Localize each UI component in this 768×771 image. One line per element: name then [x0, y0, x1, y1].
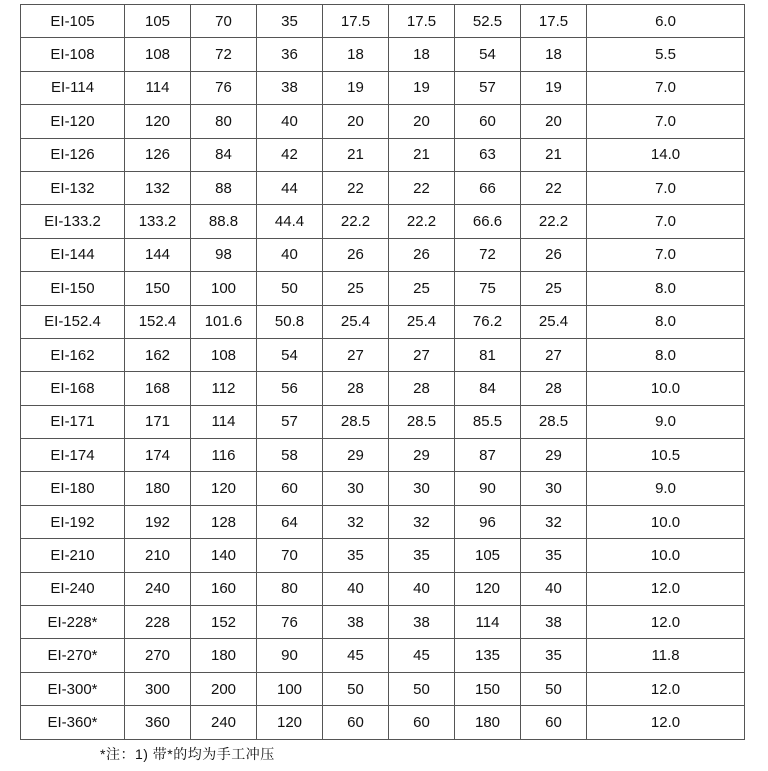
- value-cell: 26: [389, 238, 455, 271]
- value-cell: 132: [125, 171, 191, 204]
- value-cell: 30: [521, 472, 587, 505]
- table-row: [21, 405, 745, 438]
- model-cell: EI-270*: [21, 639, 125, 672]
- value-cell: 72: [191, 38, 257, 71]
- model-cell: EI-210: [21, 539, 125, 572]
- value-cell: 28.5: [389, 405, 455, 438]
- value-cell: 133.2: [125, 205, 191, 238]
- value-cell: 171: [125, 405, 191, 438]
- value-cell: 10.0: [587, 505, 745, 538]
- value-cell: 150: [455, 672, 521, 705]
- value-cell: 38: [257, 71, 323, 104]
- value-cell: 9.0: [587, 405, 745, 438]
- value-cell: 14.0: [587, 138, 745, 171]
- value-cell: 116: [191, 439, 257, 472]
- value-cell: 168: [125, 372, 191, 405]
- value-cell: 19: [521, 71, 587, 104]
- value-cell: 32: [389, 505, 455, 538]
- value-cell: 60: [323, 706, 389, 739]
- value-cell: 135: [455, 639, 521, 672]
- value-cell: 40: [521, 572, 587, 605]
- value-cell: 112: [191, 372, 257, 405]
- value-cell: 81: [455, 338, 521, 371]
- value-cell: 12.0: [587, 606, 745, 639]
- value-cell: 240: [191, 706, 257, 739]
- value-cell: 50.8: [257, 305, 323, 338]
- value-cell: 38: [389, 606, 455, 639]
- value-cell: 17.5: [323, 5, 389, 38]
- value-cell: 17.5: [389, 5, 455, 38]
- value-cell: 44.4: [257, 205, 323, 238]
- model-cell: EI-240: [21, 572, 125, 605]
- value-cell: 28: [389, 372, 455, 405]
- value-cell: 84: [191, 138, 257, 171]
- model-cell: EI-162: [21, 338, 125, 371]
- value-cell: 25: [323, 272, 389, 305]
- value-cell: 228: [125, 606, 191, 639]
- value-cell: 12.0: [587, 672, 745, 705]
- value-cell: 22.2: [521, 205, 587, 238]
- value-cell: 66.6: [455, 205, 521, 238]
- value-cell: 200: [191, 672, 257, 705]
- value-cell: 58: [257, 439, 323, 472]
- value-cell: 35: [521, 639, 587, 672]
- value-cell: 50: [521, 672, 587, 705]
- model-cell: EI-174: [21, 439, 125, 472]
- value-cell: 18: [323, 38, 389, 71]
- value-cell: 27: [521, 338, 587, 371]
- value-cell: 75: [455, 272, 521, 305]
- value-cell: 36: [257, 38, 323, 71]
- model-cell: EI-180: [21, 472, 125, 505]
- value-cell: 25.4: [389, 305, 455, 338]
- table-row: [21, 606, 745, 639]
- value-cell: 7.0: [587, 105, 745, 138]
- value-cell: 18: [389, 38, 455, 71]
- value-cell: 120: [191, 472, 257, 505]
- value-cell: 54: [455, 38, 521, 71]
- model-cell: EI-228*: [21, 606, 125, 639]
- table-row: [21, 672, 745, 705]
- value-cell: 28: [323, 372, 389, 405]
- value-cell: 8.0: [587, 305, 745, 338]
- value-cell: 240: [125, 572, 191, 605]
- value-cell: 60: [257, 472, 323, 505]
- value-cell: 21: [521, 138, 587, 171]
- value-cell: 128: [191, 505, 257, 538]
- value-cell: 76: [191, 71, 257, 104]
- value-cell: 60: [521, 706, 587, 739]
- value-cell: 40: [323, 572, 389, 605]
- value-cell: 90: [455, 472, 521, 505]
- value-cell: 144: [125, 238, 191, 271]
- value-cell: 21: [389, 138, 455, 171]
- value-cell: 126: [125, 138, 191, 171]
- value-cell: 29: [323, 439, 389, 472]
- value-cell: 70: [191, 5, 257, 38]
- table-row: [21, 71, 745, 104]
- value-cell: 150: [125, 272, 191, 305]
- value-cell: 140: [191, 539, 257, 572]
- model-cell: EI-360*: [21, 706, 125, 739]
- value-cell: 28.5: [323, 405, 389, 438]
- value-cell: 76.2: [455, 305, 521, 338]
- value-cell: 70: [257, 539, 323, 572]
- value-cell: 100: [191, 272, 257, 305]
- model-cell: EI-120: [21, 105, 125, 138]
- value-cell: 19: [323, 71, 389, 104]
- value-cell: 80: [191, 105, 257, 138]
- value-cell: 29: [521, 439, 587, 472]
- table-row: [21, 472, 745, 505]
- value-cell: 7.0: [587, 238, 745, 271]
- value-cell: 5.5: [587, 38, 745, 71]
- table-row: [21, 372, 745, 405]
- table-row: [21, 38, 745, 71]
- table-row: [21, 706, 745, 739]
- value-cell: 160: [191, 572, 257, 605]
- value-cell: 72: [455, 238, 521, 271]
- value-cell: 25.4: [323, 305, 389, 338]
- value-cell: 50: [389, 672, 455, 705]
- value-cell: 60: [455, 105, 521, 138]
- model-cell: EI-133.2: [21, 205, 125, 238]
- value-cell: 120: [257, 706, 323, 739]
- value-cell: 108: [125, 38, 191, 71]
- model-cell: EI-300*: [21, 672, 125, 705]
- value-cell: 10.5: [587, 439, 745, 472]
- value-cell: 52.5: [455, 5, 521, 38]
- value-cell: 80: [257, 572, 323, 605]
- value-cell: 50: [323, 672, 389, 705]
- value-cell: 210: [125, 539, 191, 572]
- value-cell: 7.0: [587, 205, 745, 238]
- value-cell: 18: [521, 38, 587, 71]
- table-row: [21, 439, 745, 472]
- value-cell: 96: [455, 505, 521, 538]
- value-cell: 19: [389, 71, 455, 104]
- value-cell: 152: [191, 606, 257, 639]
- table-row: [21, 205, 745, 238]
- model-cell: EI-105: [21, 5, 125, 38]
- value-cell: 29: [389, 439, 455, 472]
- value-cell: 105: [455, 539, 521, 572]
- value-cell: 38: [323, 606, 389, 639]
- value-cell: 30: [323, 472, 389, 505]
- table-row: [21, 5, 745, 38]
- value-cell: 9.0: [587, 472, 745, 505]
- value-cell: 27: [323, 338, 389, 371]
- value-cell: 120: [125, 105, 191, 138]
- value-cell: 108: [191, 338, 257, 371]
- value-cell: 270: [125, 639, 191, 672]
- table-row: [21, 305, 745, 338]
- table-body: [21, 5, 745, 740]
- value-cell: 40: [257, 238, 323, 271]
- value-cell: 76: [257, 606, 323, 639]
- value-cell: 66: [455, 171, 521, 204]
- model-cell: EI-171: [21, 405, 125, 438]
- model-cell: EI-150: [21, 272, 125, 305]
- value-cell: 32: [323, 505, 389, 538]
- value-cell: 22: [323, 171, 389, 204]
- value-cell: 174: [125, 439, 191, 472]
- value-cell: 45: [323, 639, 389, 672]
- value-cell: 114: [455, 606, 521, 639]
- value-cell: 120: [455, 572, 521, 605]
- value-cell: 22.2: [323, 205, 389, 238]
- value-cell: 45: [389, 639, 455, 672]
- value-cell: 22.2: [389, 205, 455, 238]
- value-cell: 25: [389, 272, 455, 305]
- value-cell: 20: [323, 105, 389, 138]
- value-cell: 88: [191, 171, 257, 204]
- value-cell: 20: [521, 105, 587, 138]
- value-cell: 35: [389, 539, 455, 572]
- value-cell: 6.0: [587, 5, 745, 38]
- value-cell: 114: [125, 71, 191, 104]
- value-cell: 180: [455, 706, 521, 739]
- value-cell: 64: [257, 505, 323, 538]
- value-cell: 20: [389, 105, 455, 138]
- value-cell: 42: [257, 138, 323, 171]
- model-cell: EI-108: [21, 38, 125, 71]
- value-cell: 98: [191, 238, 257, 271]
- value-cell: 90: [257, 639, 323, 672]
- value-cell: 35: [521, 539, 587, 572]
- value-cell: 360: [125, 706, 191, 739]
- value-cell: 10.0: [587, 372, 745, 405]
- model-cell: EI-144: [21, 238, 125, 271]
- model-cell: EI-132: [21, 171, 125, 204]
- value-cell: 12.0: [587, 706, 745, 739]
- value-cell: 57: [257, 405, 323, 438]
- value-cell: 162: [125, 338, 191, 371]
- value-cell: 105: [125, 5, 191, 38]
- value-cell: 180: [191, 639, 257, 672]
- value-cell: 44: [257, 171, 323, 204]
- value-cell: 56: [257, 372, 323, 405]
- value-cell: 54: [257, 338, 323, 371]
- value-cell: 17.5: [521, 5, 587, 38]
- value-cell: 28.5: [521, 405, 587, 438]
- value-cell: 21: [323, 138, 389, 171]
- table-row: [21, 138, 745, 171]
- value-cell: 35: [257, 5, 323, 38]
- value-cell: 87: [455, 439, 521, 472]
- value-cell: 35: [323, 539, 389, 572]
- value-cell: 63: [455, 138, 521, 171]
- table-row: [21, 505, 745, 538]
- footnote: *注：1) 带*的均为手工冲压: [100, 746, 275, 762]
- value-cell: 40: [389, 572, 455, 605]
- model-cell: EI-152.4: [21, 305, 125, 338]
- value-cell: 114: [191, 405, 257, 438]
- table-row: [21, 105, 745, 138]
- value-cell: 84: [455, 372, 521, 405]
- value-cell: 10.0: [587, 539, 745, 572]
- value-cell: 25.4: [521, 305, 587, 338]
- value-cell: 8.0: [587, 272, 745, 305]
- value-cell: 12.0: [587, 572, 745, 605]
- value-cell: 57: [455, 71, 521, 104]
- table-row: [21, 338, 745, 371]
- spec-table: [20, 4, 745, 740]
- value-cell: 7.0: [587, 71, 745, 104]
- value-cell: 25: [521, 272, 587, 305]
- value-cell: 192: [125, 505, 191, 538]
- table-row: [21, 171, 745, 204]
- value-cell: 22: [389, 171, 455, 204]
- value-cell: 152.4: [125, 305, 191, 338]
- value-cell: 40: [257, 105, 323, 138]
- value-cell: 101.6: [191, 305, 257, 338]
- value-cell: 8.0: [587, 338, 745, 371]
- table-row: [21, 539, 745, 572]
- model-cell: EI-168: [21, 372, 125, 405]
- model-cell: EI-126: [21, 138, 125, 171]
- value-cell: 100: [257, 672, 323, 705]
- model-cell: EI-114: [21, 71, 125, 104]
- model-cell: EI-192: [21, 505, 125, 538]
- value-cell: 60: [389, 706, 455, 739]
- value-cell: 26: [521, 238, 587, 271]
- value-cell: 88.8: [191, 205, 257, 238]
- table-row: [21, 639, 745, 672]
- table-row: [21, 272, 745, 305]
- value-cell: 300: [125, 672, 191, 705]
- value-cell: 50: [257, 272, 323, 305]
- value-cell: 11.8: [587, 639, 745, 672]
- value-cell: 180: [125, 472, 191, 505]
- value-cell: 32: [521, 505, 587, 538]
- value-cell: 27: [389, 338, 455, 371]
- table-row: [21, 572, 745, 605]
- value-cell: 7.0: [587, 171, 745, 204]
- value-cell: 38: [521, 606, 587, 639]
- value-cell: 26: [323, 238, 389, 271]
- table-row: [21, 238, 745, 271]
- value-cell: 28: [521, 372, 587, 405]
- value-cell: 85.5: [455, 405, 521, 438]
- value-cell: 30: [389, 472, 455, 505]
- value-cell: 22: [521, 171, 587, 204]
